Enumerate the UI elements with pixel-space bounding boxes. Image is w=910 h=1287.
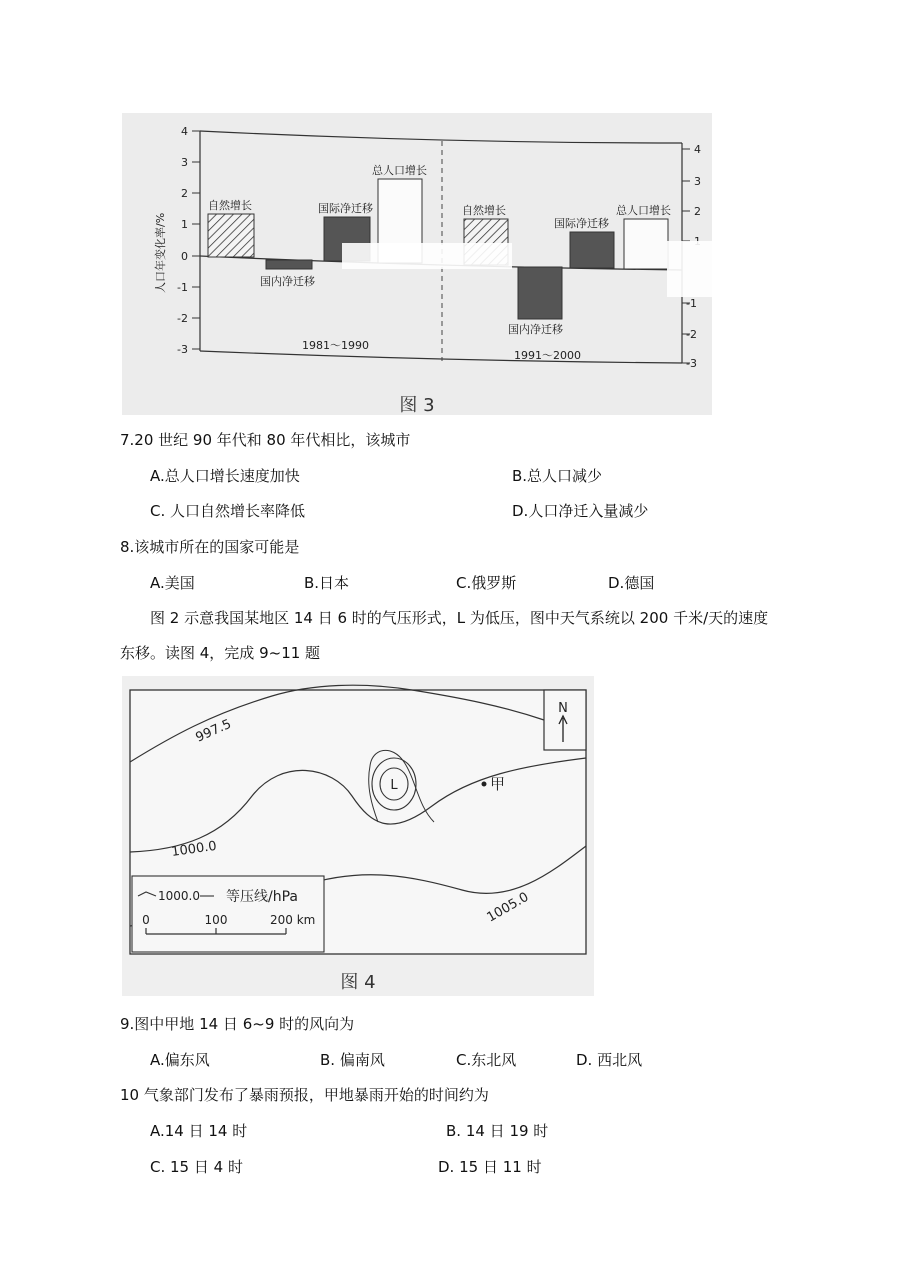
q10-option-d: D. 15 日 11 时 — [438, 1158, 542, 1176]
isobar-label-1000: 1000.0 — [170, 838, 218, 860]
y-axis-label: 人口年变化率/% — [154, 212, 167, 293]
isobar-label-1005: 1005.0 — [484, 889, 532, 926]
label-domestic-1: 国内净迁移 — [260, 275, 315, 288]
figure-4-caption: 图 4 — [340, 972, 376, 993]
place-jia-label: 甲 — [490, 775, 506, 793]
place-jia-dot — [482, 782, 487, 787]
bar-domestic-1981-1990 — [266, 260, 312, 269]
intro-line-2: 东移。读图 4，完成 9~11 题 — [120, 644, 321, 662]
right-tick-minus1: -1 — [686, 297, 697, 310]
figure-3-caption: 图 3 — [399, 395, 435, 415]
scale-0: 0 — [142, 913, 150, 927]
q10-stem: 10 气象部门发布了暴雨预报，甲地暴雨开始的时间约为 — [120, 1086, 489, 1104]
label-international-2: 国际净迁移 — [554, 217, 609, 230]
label-natural-1: 自然增长 — [208, 199, 252, 212]
left-tick-0: 0 — [181, 250, 188, 263]
legend-text: 等压线/hPa — [226, 889, 298, 905]
right-tick-minus3: -3 — [686, 357, 697, 370]
left-tick-2: 2 — [181, 187, 188, 200]
left-tick-minus2: -2 — [177, 312, 188, 325]
right-tick-3: 3 — [694, 175, 701, 188]
period-label-2: 1991～2000 — [514, 349, 581, 362]
scale-200: 200 km — [270, 913, 316, 927]
q9-stem: 9.图中甲地 14 日 6~9 时的风向为 — [120, 1015, 355, 1033]
scan-whiteout — [342, 243, 512, 269]
period-label-1: 1981～1990 — [302, 339, 369, 352]
legend-value: 1000.0 — [158, 889, 200, 903]
figure-4-isobar-map — [122, 676, 594, 996]
bar-total-1991-2000 — [624, 219, 668, 269]
label-natural-2: 自然增长 — [462, 204, 506, 217]
label-total-1: 总人口增长 — [372, 164, 427, 177]
left-tick-3: 3 — [181, 156, 188, 169]
q7-option-a: A.总人口增长速度加快 — [150, 467, 300, 485]
q10-option-b: B. 14 日 19 时 — [446, 1122, 549, 1140]
scale-100: 100 — [204, 913, 228, 927]
bar-natural-1981-1990 — [208, 214, 254, 257]
isobar-label-997-5: 997.5 — [193, 716, 234, 746]
north-label: N — [558, 701, 568, 716]
q7-option-d: D.人口净迁入量减少 — [512, 502, 649, 520]
bar-domestic-1991-2000 — [518, 267, 562, 319]
q9-option-a: A.偏东风 — [150, 1051, 210, 1069]
top-border — [200, 131, 682, 143]
figure-3-population-chart — [122, 113, 712, 415]
q8-option-b: B.日本 — [304, 574, 350, 592]
q9-option-b: B. 偏南风 — [320, 1051, 385, 1069]
q8-option-c: C.俄罗斯 — [456, 574, 517, 592]
intro-line-1: 图 2 示意我国某地区 14 日 6 时的气压形式，L 为低压，图中天气系统以 200 千米/天的速度 — [150, 609, 769, 627]
left-tick-1: 1 — [181, 218, 188, 231]
right-tick-minus2: -2 — [686, 328, 697, 341]
left-tick-minus3: -3 — [177, 343, 188, 356]
left-tick-minus1: -1 — [177, 281, 188, 294]
figure-4-svg — [122, 676, 594, 996]
q8-option-d: D.德国 — [608, 574, 655, 592]
q9-option-d: D. 西北风 — [576, 1051, 643, 1069]
q9-option-c: C.东北风 — [456, 1051, 517, 1069]
bar-international-1991-2000 — [570, 232, 614, 268]
q8-option-a: A.美国 — [150, 574, 195, 592]
right-tick-2: 2 — [694, 205, 701, 218]
q7-option-c: C. 人口自然增长率降低 — [150, 502, 306, 520]
figure-3-svg — [122, 113, 712, 415]
label-domestic-2: 国内净迁移 — [508, 323, 563, 336]
bottom-border — [200, 351, 682, 363]
left-tick-4: 4 — [181, 125, 188, 138]
scan-whiteout-right — [667, 241, 712, 297]
q10-option-a: A.14 日 14 时 — [150, 1122, 248, 1140]
low-pressure-label: L — [390, 778, 398, 793]
q7-stem: 7.20 世纪 90 年代和 80 年代相比，该城市 — [120, 431, 411, 449]
label-international-1: 国际净迁移 — [318, 202, 373, 215]
label-total-2: 总人口增长 — [616, 204, 671, 217]
right-tick-4: 4 — [694, 143, 701, 156]
q7-option-b: B.总人口减少 — [512, 467, 603, 485]
q8-stem: 8.该城市所在的国家可能是 — [120, 538, 300, 556]
q10-option-c: C. 15 日 4 时 — [150, 1158, 243, 1176]
